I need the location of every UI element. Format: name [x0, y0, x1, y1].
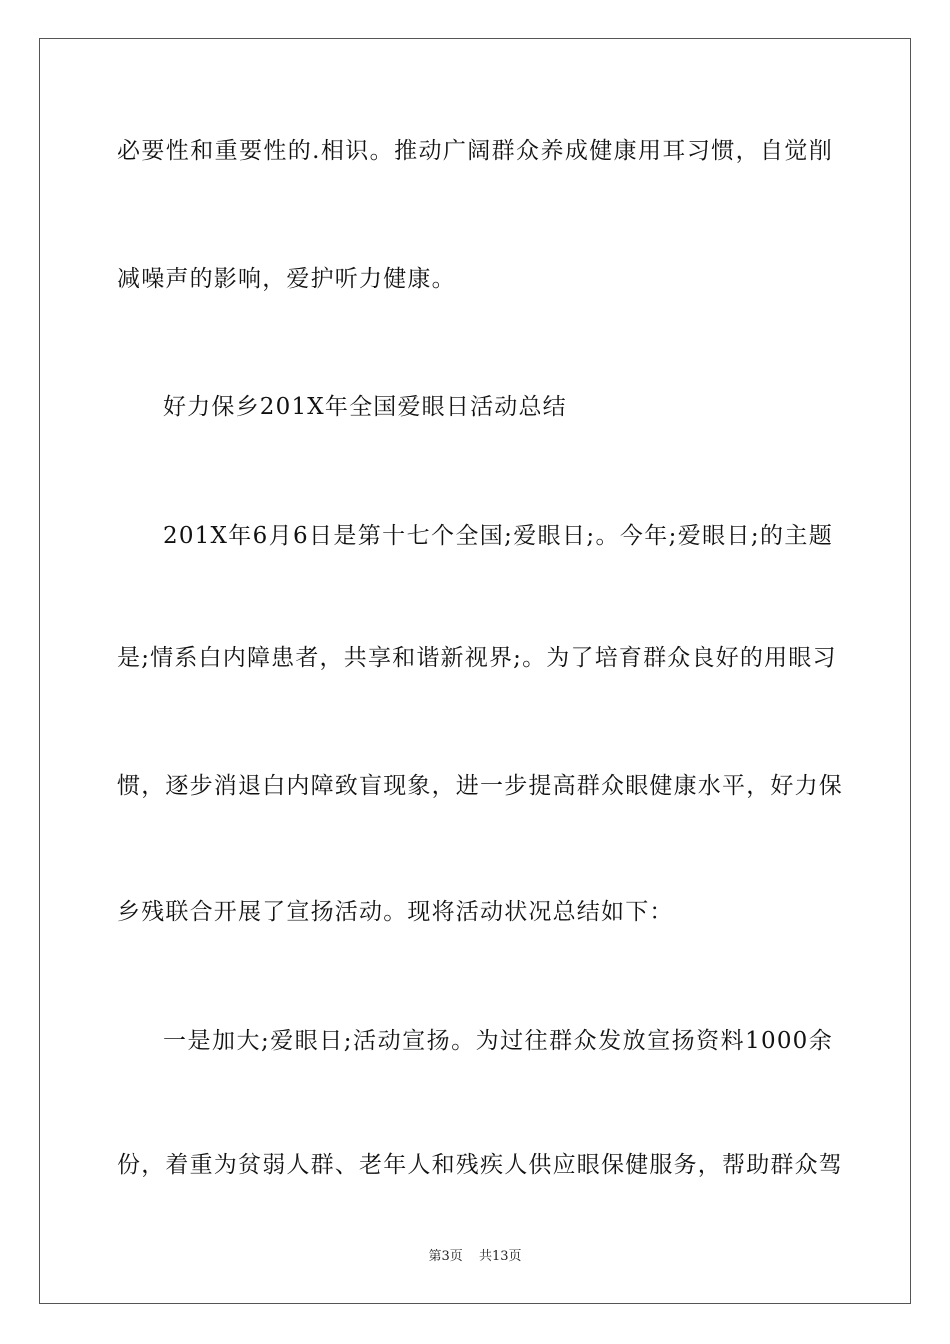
- page-total: 共13页: [478, 1249, 522, 1264]
- body-text-line: 份，着重为贫弱人群、老年人和残疾人供应眼保健服务，帮助群众驾: [117, 1152, 843, 1178]
- body-text-line: 是;情系白内障患者，共享和谐新视界;。为了培育群众良好的用眼习: [117, 645, 837, 671]
- page-footer: [0, 1245, 950, 1264]
- body-text-line: 201X年6月6日是第十七个全国;爱眼日;。今年;爱眼日;的主题: [163, 523, 833, 549]
- section-title: 好力保乡201X年全国爱眼日活动总结: [163, 394, 567, 420]
- body-text-line: 乡残联合开展了宣扬活动。现将活动状况总结如下：: [117, 899, 674, 925]
- body-text-line: 减噪声的影响，爱护听力健康。: [117, 266, 456, 292]
- body-text-line: 惯，逐步消退白内障致盲现象，进一步提高群众眼健康水平，好力保: [117, 773, 843, 799]
- body-text-line: 一是加大;爱眼日;活动宣扬。为过往群众发放宣扬资料1000余: [163, 1028, 833, 1054]
- body-text-line: 必要性和重要性的.相识。推动广阔群众养成健康用耳习惯，自觉削: [117, 138, 833, 164]
- page-number: 第3页: [428, 1249, 463, 1264]
